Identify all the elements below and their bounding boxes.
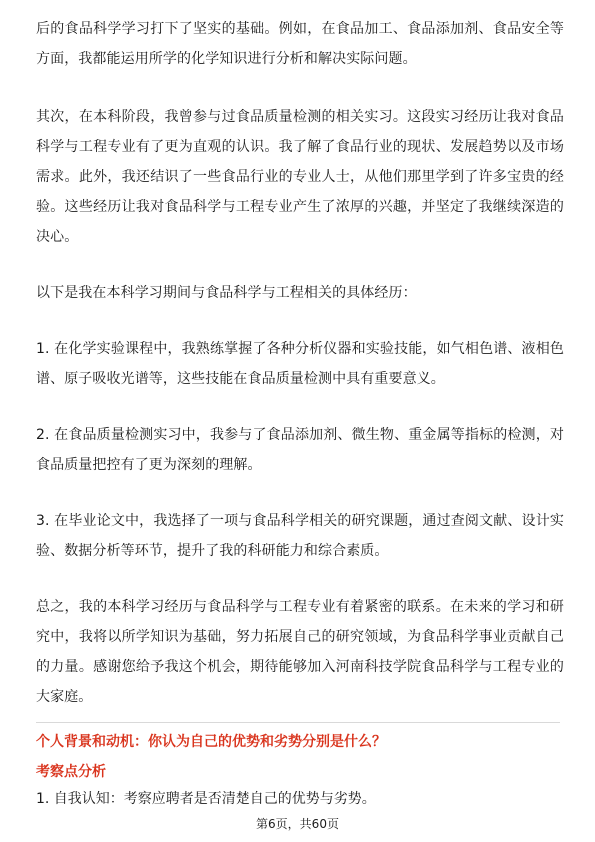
paragraph: 总之，我的本科学习经历与食品科学与工程专业有着紧密的联系。在未来的学习和研究中，我将以所学知识为基础，努力拓展自己的研究领域，为食品科学事业贡献自己的力量。感谢您给予我这个机会，期待能够加入河南科技学院食品科学与工程专业的大家庭。 xyxy=(36,599,564,705)
page-number: 第6页，共60页 xyxy=(256,817,339,831)
section-divider xyxy=(36,722,560,723)
analysis-point: 1. 自我认知：考察应聘者是否清楚自己的优势与劣势。 xyxy=(36,791,376,807)
question-heading: 个人背景和动机：你认为自己的优势和劣势分别是什么？ xyxy=(36,734,386,750)
paragraph: 后的食品科学学习打下了坚实的基础。例如，在食品加工、食品添加剂、食品安全等方面，我都能运用所学的化学知识进行分析和解决实际问题。 xyxy=(36,21,564,67)
list-item: 1. 在化学实验课程中，我熟练掌握了各种分析仪器和实验技能，如气相色谱、液相色谱、原子吸收光谱等，这些技能在食品质量检测中具有重要意义。 xyxy=(36,341,564,387)
list-item: 2. 在食品质量检测实习中，我参与了食品添加剂、微生物、重金属等指标的检测，对食品质量把控有了更为深刻的理解。 xyxy=(36,427,564,473)
paragraph: 其次，在本科阶段，我曾参与过食品质量检测的相关实习。这段实习经历让我对食品科学与工程专业有了更为直观的认识。我了解了食品行业的现状、发展趋势以及市场需求。此外，我还结识了一些食品行业的专业人士，从他们那里学到了许多宝贵的经验。这些经历让我对食品科学与工程专业产生了浓厚的兴趣，并坚定了我继续深造的决心。 xyxy=(36,109,564,245)
section-title: 考察点分析 xyxy=(36,764,106,780)
body-text xyxy=(36,14,564,712)
paragraph: 以下是我在本科学习期间与食品科学与工程相关的具体经历： xyxy=(36,285,417,301)
list-item: 3. 在毕业论文中，我选择了一项与食品科学相关的研究课题，通过查阅文献、设计实验、数据分析等环节，提升了我的科研能力和综合素质。 xyxy=(36,513,564,559)
